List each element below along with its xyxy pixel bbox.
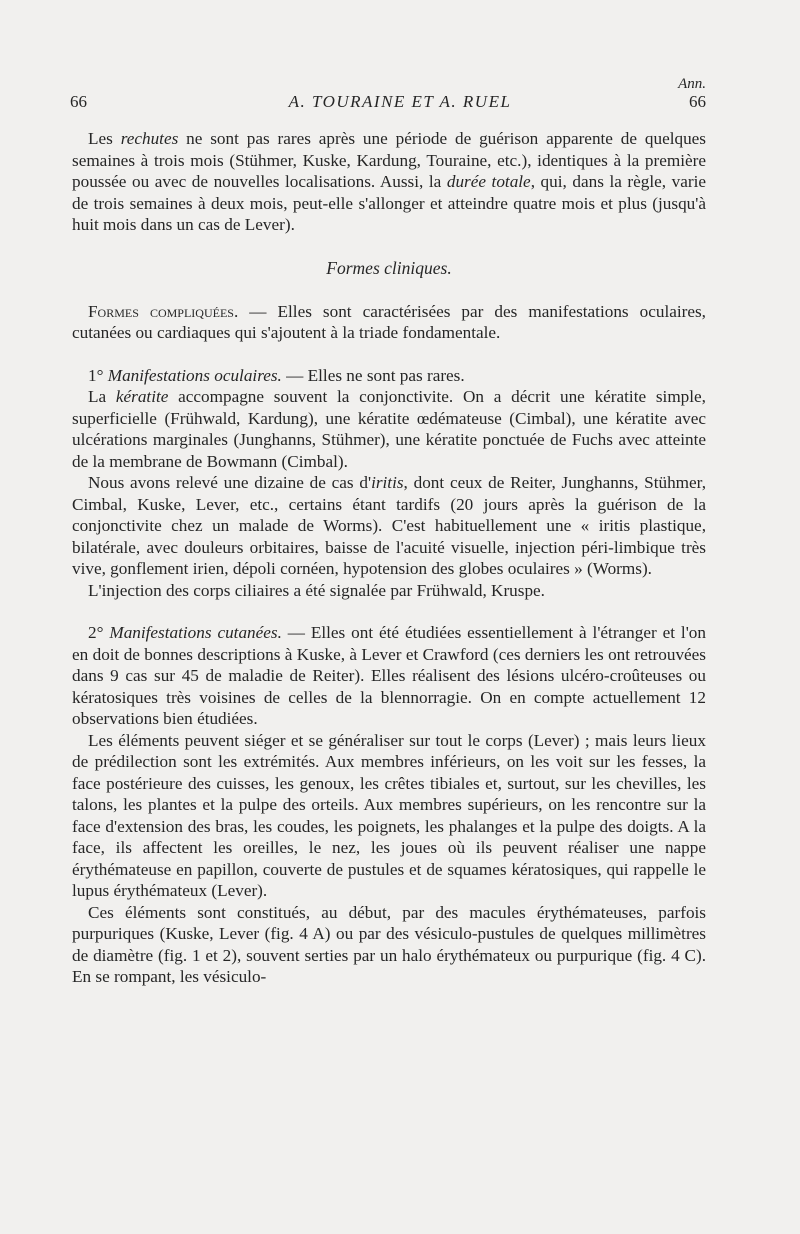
heading-formes-compliquees: Formes compliquées.	[88, 301, 239, 321]
term-keratite: kératite	[115, 387, 169, 406]
page-number-left: 66	[70, 92, 87, 111]
paragraph-rechutes: Les rechutes ne sont pas rares après une période de guérison apparente de quelques semaines à trois mois (Stühmer, Kuske, Kardung, Touraine, etc.), identiques à la première poussée ou avec de nouvelles localisations. Aussi, la durée totale, qui, dans la règle, varie de trois semaines à deux mois, peut-elle s'allonger et atteindre quatre mois et plus (jusqu'à huit mois dans un cas de Lever).	[72, 129, 706, 234]
paragraph-manifestations-oculaires: 1° Manifestations oculaires. — Elles ne sont pas rares.	[88, 365, 465, 385]
body-text	[72, 128, 706, 988]
paragraph-injection: L'injection des corps ciliaires a été signalée par Frühwald, Kruspe.	[88, 580, 545, 600]
running-title: A. TOURAINE ET A. RUEL	[288, 92, 512, 111]
heading-manifestations-cutanees: Manifestations cutanées.	[109, 623, 282, 642]
annotation-ann: Ann.	[678, 76, 706, 92]
term-rechutes: rechutes	[120, 129, 179, 148]
paragraph-elements-constitution: Ces éléments sont constitués, au début, par des macules érythémateuses, parfois purpuriques (Kuske, Lever (fig. 4 A) ou par des vésiculo-pustules de quelques millimètres de diamètre (fig. 1 et 2), souvent serties par un halo érythémateux ou purpurique (fig. 4 C). En se rompant, les vésiculo-	[72, 902, 706, 986]
page-header	[0, 0, 800, 125]
paragraph-keratite: La kératite accompagne souvent la conjonctivite. On a décrit une kératite simple, superficielle (Frühwald, Kardung), une kératite œdémateuse (Cimbal), une kératite avec ulcérations marginales (Junghanns, Stühmer), une kératite ponctuée de Fuchs avec atteinte de la membrane de Bowmann (Cimbal).	[72, 387, 706, 471]
paragraph-iritis: Nous avons relevé une dizaine de cas d'iritis, dont ceux de Reiter, Junghanns, Stühmer, Cimbal, Kuske, Lever, etc., certains étant tardifs (20 jours après la guérison de la conjonctivite chez un malade de Worms). C'est habituellement une « iritis plastique, bilatérale, avec douleurs orbitaires, baisse de l'acuité visuelle, injection péri-limbique très vive, gonflement irien, dépoli cornéen, hypotension des globes oculaires » (Worms).	[72, 473, 707, 578]
term-duree-totale: durée totale	[446, 172, 531, 191]
section-title: Formes cliniques.	[326, 257, 452, 278]
term-iritis: iritis	[371, 473, 404, 492]
page-number-right: 66	[689, 92, 706, 111]
paragraph-formes-compliquees: Formes compliquées. — Elles sont caractérisées par des manifestations oculaires, cutanées ou cardiaques qui s'ajoutent à la triade fondamentale.	[72, 301, 706, 342]
paragraph-manifestations-cutanees: 2° Manifestations cutanées. — Elles ont été étudiées essentiellement à l'étranger et l'on en doit de bonnes descriptions à Kuske, à Lever et Crawford (ces derniers les ont retrouvées dans 9 cas sur 45 de maladie de Reiter). Elles réalisent des lésions ulcéro-croûteuses ou kératosiques très voisines de celles de la blennorragie. On en compte actuellement 12 observations bien étudiées.	[72, 623, 706, 728]
paragraph-elements-localisation: Les éléments peuvent siéger et se généraliser sur tout le corps (Lever) ; mais leurs lieux de prédilection sont les extrémités. Aux membres inférieurs, on les voit sur les fesses, la face postérieure des cuisses, les genoux, les crêtes tibiales et, surtout, sur les chevilles, les talons, les plantes et la pulpe des orteils. Aux membres supérieurs, on les rencontre sur la face d'extension des bras, les coudes, les poignets, les phalanges et la pulpe des doigts. A la face, ils affectent les oreilles, le nez, les joues où ils peuvent réaliser une nappe érythémateuse en papillon, couverte de pustules et de squames kératosiques, qui rappelle le lupus érythémateux (Lever).	[72, 730, 706, 900]
heading-manifestations-oculaires: Manifestations oculaires.	[107, 365, 282, 385]
